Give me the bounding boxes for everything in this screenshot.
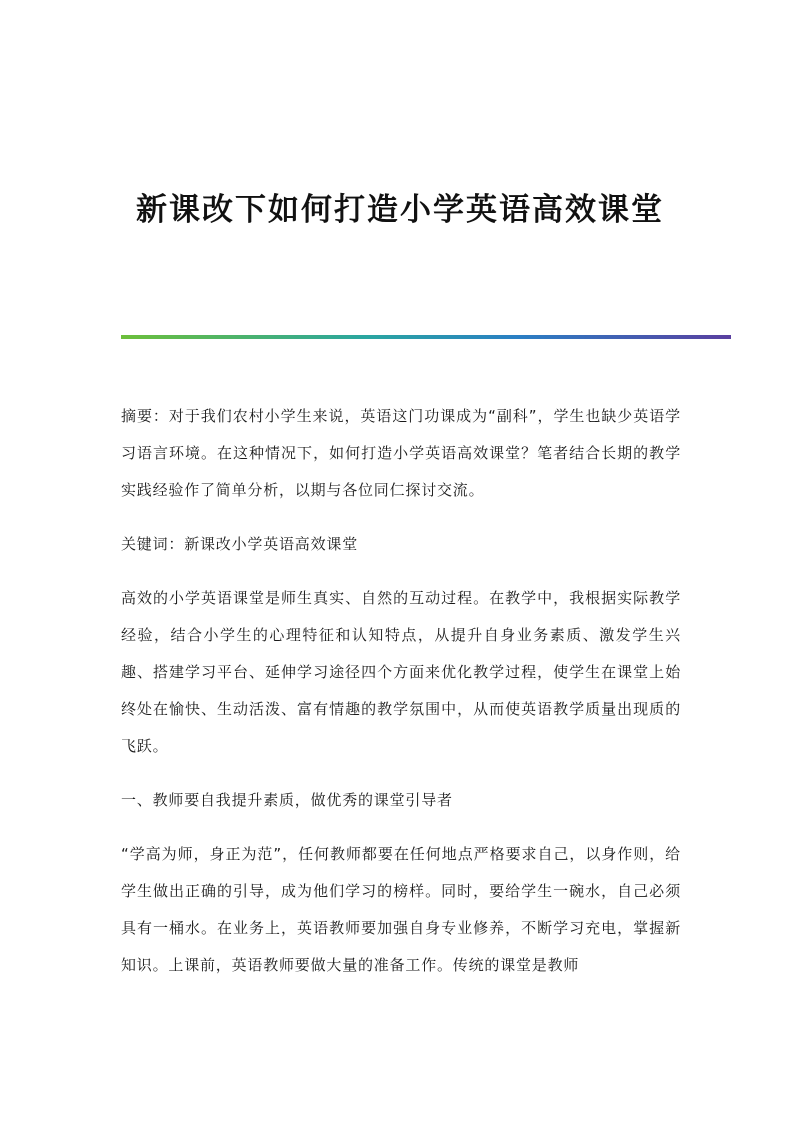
document-title: 新课改下如何打造小学英语高效课堂 bbox=[136, 192, 664, 228]
abstract-paragraph: 摘要：对于我们农村小学生来说，英语这门功课成为“副科”，学生也缺少英语学习语言环境。在这种情况下，如何打造小学英语高效课堂？笔者结合长期的教学实践经验作了简单分析，以期与各位同仁探讨交流。 bbox=[121, 407, 681, 499]
keywords-line: 关键词：新课改小学英语高效课堂 bbox=[121, 535, 359, 553]
section-paragraph: “学高为师，身正为范”，任何教师都要在任何地点严格要求自己，以身作则，给学生做出正确的引导，成为他们学习的榜样。同时，要给学生一碗水，自己必须具有一桶水。在业务上，英语教师要加强自身专业修养，不断学习充电，掌握新知识。上课前，英语教师要做大量的准备工作。传统的课堂是教师 bbox=[121, 845, 681, 974]
title-divider bbox=[121, 335, 731, 339]
section-heading: 一、教师要自我提升素质，做优秀的课堂引导者 bbox=[121, 791, 453, 809]
document-body bbox=[121, 398, 681, 1001]
intro-paragraph: 高效的小学英语课堂是师生真实、自然的互动过程。在教学中，我根据实际教学经验，结合小学生的心理特征和认知特点，从提升自身业务素质、激发学生兴趣、搭建学习平台、延伸学习途径四个方面来优化教学过程，使学生在课堂上始终处在愉快、生动活泼、富有情趣的教学氛围中，从而使英语教学质量出现质的飞跃。 bbox=[121, 589, 681, 755]
